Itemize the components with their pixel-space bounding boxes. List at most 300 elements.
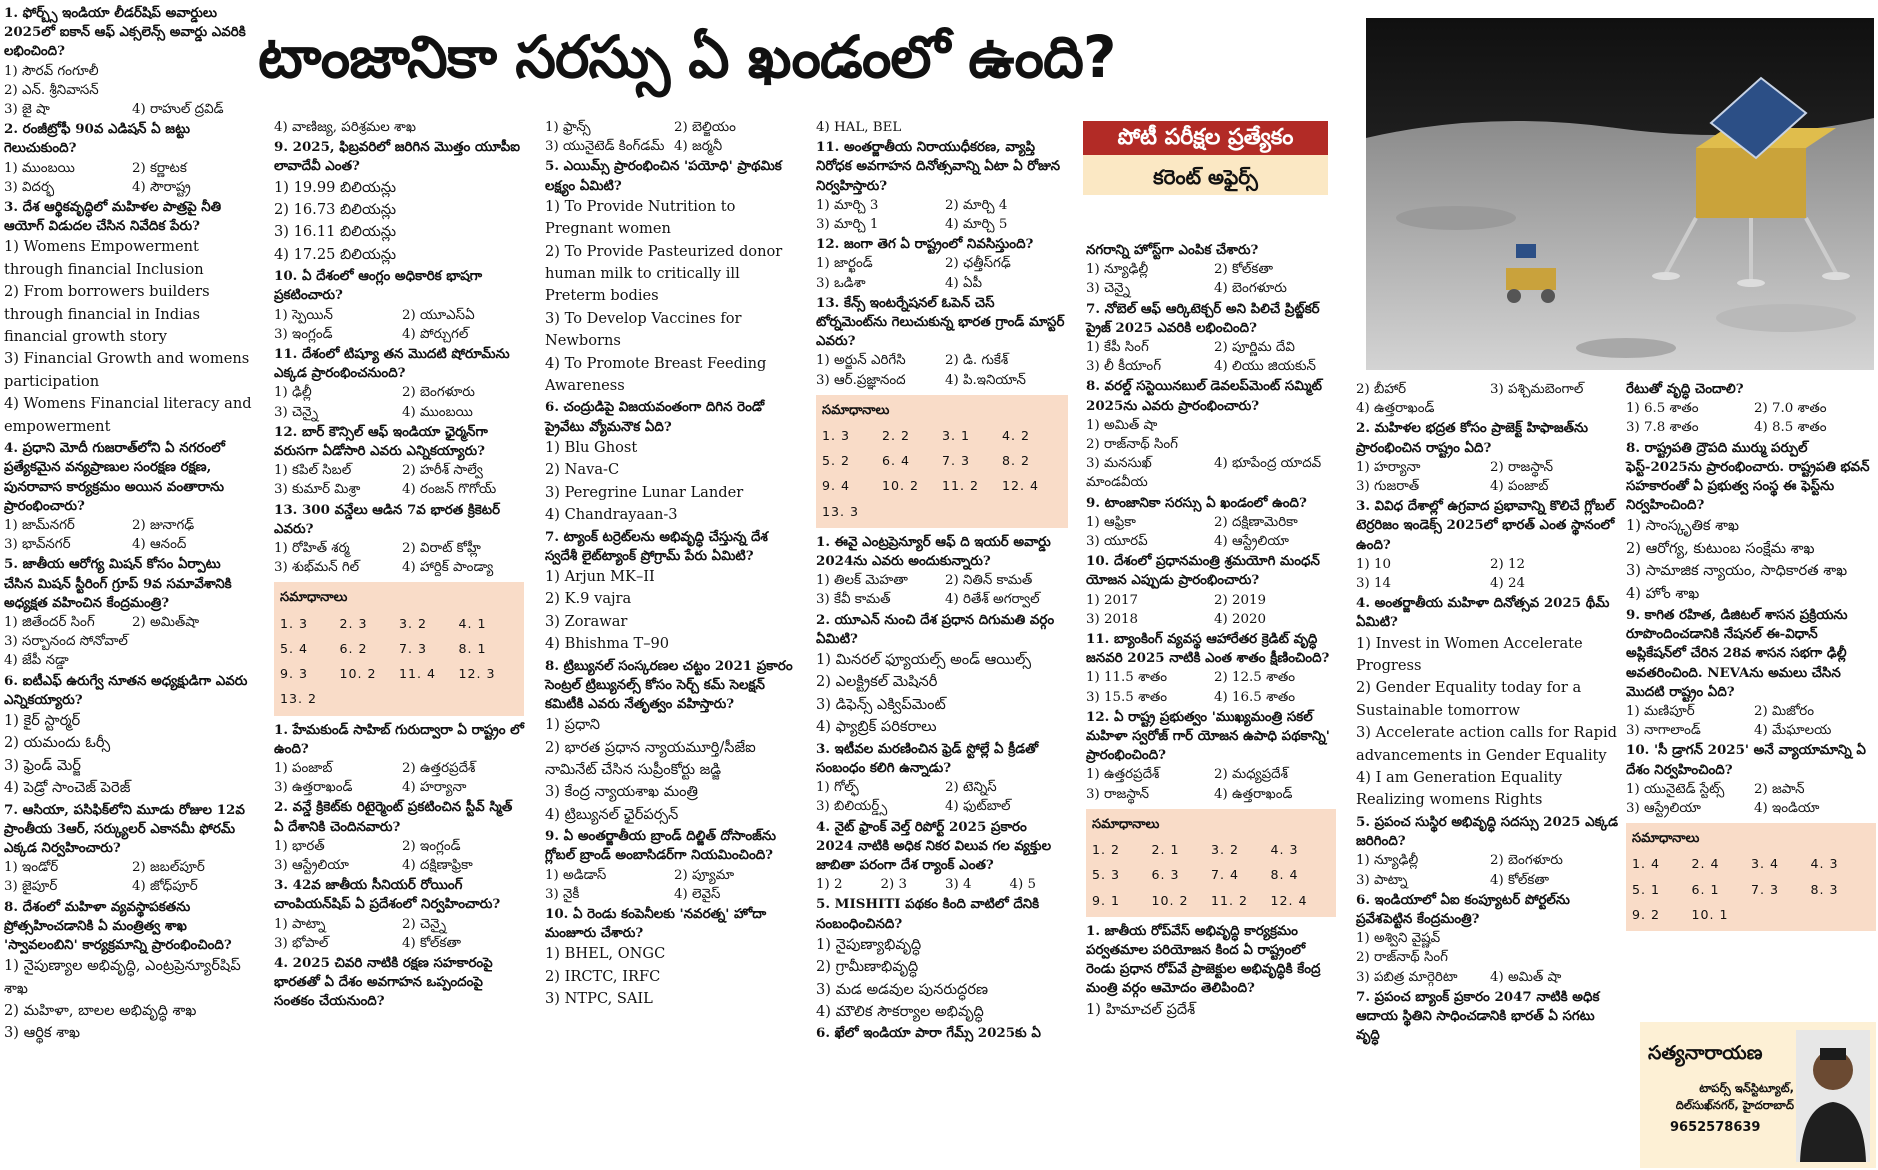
- question-item: [545, 827, 797, 904]
- option-item: 2) చెన్నై: [402, 916, 447, 932]
- question-options: [1356, 929, 1618, 987]
- question-text: 10. ఏ దేశంలో ఆంగ్లం అధికారిక భాషగా ప్రకటించారు?: [274, 268, 483, 304]
- author-phone: 9652578639: [1670, 1120, 1761, 1135]
- option-item: 4) ఉత్తరాఖండ్: [1356, 401, 1435, 417]
- question-item: [545, 528, 797, 656]
- option-item: 2) గ్రామీణాభివృద్ధి: [816, 958, 919, 976]
- option-item: 4) హర్యానా: [402, 780, 467, 796]
- question-item: [1086, 241, 1336, 299]
- author-box: [1640, 1022, 1876, 1168]
- question-text: 12. జంగా తెగ ఏ రాష్ట్రంలో నివసిస్తుంది?: [816, 236, 1034, 253]
- option-item: 3) ఆర్థిక శాఖ: [4, 1024, 81, 1042]
- option-item: 3) ఆస్ట్రేలియా: [274, 857, 349, 873]
- question-text: 1. ఫోర్బ్స్ ఇండియా లీడర్‌షిప్ అవార్డులు 2025లో ఐకాన్ ఆఫ్ ఎక్సలెన్స్ అవార్డు ఎవరికి లభించింది?: [4, 5, 246, 60]
- option-item: 3) జైపూర్: [4, 879, 58, 895]
- option-item: 4) హార్దిక్ పాండ్యా: [402, 560, 494, 576]
- question-item: [1356, 594, 1618, 812]
- option-item: 2) యూఎస్ఏ: [402, 307, 475, 323]
- answer-cell: 9. 1: [1092, 892, 1121, 908]
- option-item: 2) ఎన్. శ్రీనివాసన్: [4, 82, 99, 98]
- question-text: 5. జాతీయ ఆరోగ్య మిషన్ కోసం ఏర్పాటు చేసిన మిషన్ స్టీరింగ్ గ్రూప్ 9వ సమావేశానికి అధ్యక్షత వహించిన కేంద్రమంత్రి?: [4, 556, 232, 611]
- option-item: 3) 2018: [1086, 611, 1139, 627]
- option-item: 2) డి. గుకేశ్: [945, 353, 1009, 369]
- question-options: [4, 858, 254, 896]
- option-item: 3) ఉత్తరాఖండ్: [274, 780, 353, 796]
- answer-cell: 7. 4: [1211, 867, 1240, 883]
- question-item: [274, 954, 524, 1012]
- answers-box: [1086, 809, 1336, 917]
- option-item: 1) Arjun MK–II: [545, 567, 655, 585]
- question-item: [1626, 606, 1876, 740]
- question-item: [1626, 741, 1876, 818]
- option-item: 4) లియు జియకున్: [1214, 359, 1316, 375]
- question-options: [1086, 765, 1336, 803]
- question-item: [1356, 813, 1618, 890]
- answer-cell: 9. 2: [1632, 906, 1661, 922]
- answer-cell: 3. 1: [942, 428, 971, 444]
- question-options: [1356, 380, 1618, 418]
- option-item: 4) Bhishma T–90: [545, 635, 670, 653]
- question-text: 9. ఏ అంతర్జాతీయ బ్రాండ్ దిల్జిత్ దోసాంజ్‌ను గ్లోబల్ బ్రాండ్ అంబాసిడర్‌గా నియమించింది?: [545, 828, 776, 864]
- option-item: 4) ఏపీ: [945, 275, 983, 291]
- question-options: [274, 177, 524, 267]
- option-item: 1) అర్జున్ ఎరిగేసి: [816, 353, 906, 369]
- option-item: 2) కర్ణాటక: [132, 160, 187, 176]
- question-item: [545, 157, 797, 397]
- option-item: 2) హరీశ్ సాల్వే: [402, 463, 483, 479]
- question-options: [545, 196, 797, 398]
- question-options: [545, 566, 797, 656]
- question-options: [274, 461, 524, 499]
- option-item: 1) 19.99 బిలియన్లు: [274, 178, 397, 196]
- question-item: [274, 501, 524, 578]
- question-item: [1356, 497, 1618, 593]
- question-item: [274, 138, 524, 266]
- lander-illustration: [1366, 18, 1874, 370]
- answer-cell: 5. 4: [280, 640, 309, 656]
- option-item: 3) మడ అడవుల పునరుద్ధరణ: [816, 980, 989, 998]
- question-options: [1086, 513, 1336, 551]
- option-item: 2) మహిళా, బాలల అభివృద్ధి శాఖ: [4, 1002, 197, 1019]
- question-options: [274, 306, 524, 344]
- option-item: 4) పి.ఇనియాన్: [945, 372, 1026, 388]
- option-item: 2) 16.73 బిలియన్లు: [274, 201, 397, 219]
- option-item: 1) కపిల్ సిబల్: [274, 463, 352, 479]
- answers-grid: [1632, 854, 1870, 924]
- question-options: [4, 236, 254, 438]
- answer-cell: 11. 2: [942, 478, 980, 494]
- option-item: 3) చెన్నై: [274, 404, 319, 420]
- question-options: [545, 118, 797, 156]
- answers-grid: [822, 426, 1062, 521]
- option-item: 4) ఫుట్‌బాల్: [945, 799, 1011, 815]
- option-item: 4) కోల్‌కతా: [402, 935, 461, 951]
- option-item: 4) 2020: [1214, 611, 1267, 627]
- option-item: 4) ఫ్యాబ్రిక్ పరికరాలు: [816, 718, 937, 736]
- question-item: [4, 672, 254, 800]
- option-item: 1) 11.5 శాతం: [1086, 670, 1168, 686]
- question-item: [4, 4, 254, 119]
- question-options: [1626, 702, 1876, 740]
- option-item: 2) పూర్ణిమ దేవి: [1214, 340, 1295, 356]
- question-options: [545, 714, 797, 826]
- option-item: 1) 2: [816, 877, 843, 893]
- option-item: 3) సర్బానంద సోనోవాల్: [4, 634, 128, 650]
- banner-title: పోటీ పరీక్షల ప్రత్యేకం: [1083, 121, 1328, 155]
- article-column-6: [1356, 380, 1618, 1046]
- answer-cell: 8. 3: [1810, 881, 1839, 897]
- question-text: 2. మహిళల భద్రత కోసం ప్రాజెక్ట్ హిఫాజత్‌ను ప్రారంభించిన రాష్ట్రం ఏది?: [1356, 420, 1589, 456]
- question-options: [545, 437, 797, 527]
- option-item: 1) ఉత్తరప్రదేశ్: [1086, 767, 1160, 783]
- answer-cell: 7. 3: [399, 640, 428, 656]
- option-item: 3) పబిత్ర మార్గెరిటా: [1356, 969, 1458, 985]
- banner-subtitle: కరెంట్ అఫైర్స్: [1083, 155, 1328, 195]
- option-item: 1) ఇండోర్: [4, 860, 59, 876]
- question-item: [1086, 922, 1336, 1021]
- question-options: [1626, 780, 1876, 818]
- option-item: 3) ఆర్.ప్రజ్ఞానంద: [816, 372, 906, 388]
- option-item: 1) గోల్ఫ్: [816, 780, 859, 796]
- option-item: 1) నైపుణ్యాల అభివృద్ధి, ఎంట్రప్రెన్యూర్‌షిప్ శాఖ: [4, 957, 241, 997]
- option-item: 1) స్పెయిన్: [274, 307, 333, 323]
- answer-cell: 5. 1: [1632, 881, 1661, 897]
- question-options: [816, 875, 1068, 894]
- answer-cell: 6. 4: [882, 453, 911, 469]
- question-text: 13. 300 వన్డేలు ఆడిన 7వ భారత క్రికెటర్ ఎవరు?: [274, 501, 501, 537]
- answer-cell: 10. 2: [882, 478, 920, 494]
- question-options: [816, 571, 1068, 609]
- question-text: 12. ఏ రాష్ట్ర ప్రభుత్వం 'ముఖ్యమంత్రి సకల్ మహిళా స్వరోజ్ గార్ యోజన ఉపాధి పథకాన్ని' ప్రారంభించింది?: [1086, 708, 1330, 764]
- option-item: 3) కేవీ కామత్: [816, 592, 891, 608]
- page-headline: టాంజానికా సరస్సు ఏ ఖండంలో ఉంది?: [258, 23, 1116, 91]
- continued-option: 4) HAL, BEL: [816, 120, 902, 135]
- option-item: 3) సామాజిక న్యాయం, సాధికారత శాఖ: [1626, 562, 1848, 580]
- question-options: [816, 351, 1068, 389]
- option-item: 1) ఫ్రాన్స్: [545, 120, 591, 135]
- answer-cell: 9. 3: [280, 666, 309, 682]
- option-item: 2) To Provide Pasteurized donor human milk to critically ill Preterm bodies: [545, 242, 783, 305]
- answer-cell: 4. 3: [1810, 856, 1839, 872]
- option-item: 3) కేంద్ర న్యాయశాఖ మంత్రి: [545, 783, 698, 801]
- article-column-3: [545, 118, 797, 1012]
- answer-cell: 11. 4: [399, 666, 437, 682]
- option-item: 3) ఇంగ్లండ్: [274, 326, 333, 342]
- answer-cell: 7. 3: [942, 453, 971, 469]
- question-options: [4, 516, 254, 554]
- answers-box: [816, 395, 1068, 528]
- option-item: 2) మార్చి 4: [945, 197, 1008, 213]
- option-item: 1) కైర్ స్టార్మర్: [4, 711, 81, 729]
- question-text: 2. రంజీట్రోఫీ 90వ ఎడిషన్ ఏ జట్టు గెలుచుకుంది?: [4, 121, 191, 157]
- answer-cell: 6. 2: [339, 640, 368, 656]
- question-item: [1086, 552, 1336, 629]
- answers-box: [1626, 823, 1876, 931]
- option-item: 2) K.9 vajra: [545, 590, 632, 608]
- answer-cell: 1. 3: [822, 428, 851, 444]
- option-item: 1) జామ్‌నగర్: [4, 517, 75, 533]
- question-options: [4, 62, 254, 120]
- question-text: 3. ఇటీవల మరణించిన ఫ్రెడ్ స్టోల్లే ఏ క్రీడతో సంబంధం కలిగి ఉన్నాడు?: [816, 740, 1039, 776]
- question-item: [1356, 380, 1618, 418]
- answer-cell: 6. 1: [1691, 881, 1720, 897]
- option-item: 2) 3: [880, 877, 908, 893]
- question-text: 7. నోబెల్ ఆఫ్ ఆర్కిటెక్చర్ అని పిలిచే ప్రిట్జ్‌కర్ ప్రైజ్ 2025 ఎవరికి లభించింది?: [1086, 300, 1320, 336]
- question-text: 8. రాష్ట్రపతి ద్రౌపది ముర్ము పర్పుల్ ఫెస్ట్-2025ను ప్రారంభించారు. రాష్ట్రపతి భవన్ సహకారంతో ఏ ప్రభుత్వ సంస్థ ఈ ఫెస్ట్‌ను నిర్వహించింది?: [1626, 439, 1870, 514]
- option-item: 1) ఆఫ్రికా: [1086, 514, 1136, 530]
- question-text: 3. 42వ జాతీయ సీనియర్ రోయింగ్ చాంపియన్‌షిప్ ఏ ప్రదేశంలో నిర్వహించారు?: [274, 877, 501, 913]
- option-item: 2) దక్షిణామెరికా: [1214, 514, 1298, 530]
- question-item: [1356, 419, 1618, 496]
- option-item: 2) కోల్‌కతా: [1214, 262, 1273, 278]
- option-item: 3) Accelerate action calls for Rapid advancements in Gender Equality: [1356, 724, 1618, 764]
- option-item: 1) రోహిత్ శర్మ: [274, 541, 350, 557]
- option-item: 1) అడిడాస్: [545, 867, 607, 883]
- question-text: 7. ట్యాంక్ టర్రెట్‌లను అభివృద్ధి చేస్తున్న దేశ స్వదేశీ లైట్‌ట్యాంక్ ప్రోగ్రామ్ పేరు ఏమిటి?: [545, 528, 768, 564]
- option-item: 3) భోపాల్: [274, 935, 329, 951]
- option-item: 1) 10: [1356, 556, 1392, 572]
- question-options: [545, 943, 797, 1010]
- question-options: [816, 778, 1068, 816]
- question-item: [816, 611, 1068, 739]
- option-item: 1) ఢిల్లీ: [274, 385, 312, 401]
- question-text: 6. ఐటీఎఫ్ ఉరుగ్వే నూతన అధ్యక్షుడిగా ఎవరు ఎన్నికయ్యారు?: [4, 672, 248, 708]
- option-item: 4) జేపీ నడ్డా: [4, 653, 69, 669]
- option-item: 3) Financial Growth and womens participation: [4, 350, 250, 390]
- option-item: 4) జోధ్‌పూర్: [132, 879, 198, 895]
- option-item: 1) BHEL, ONGC: [545, 945, 666, 963]
- option-item: 1) 6.5 శాతం: [1626, 401, 1699, 417]
- option-item: 4) రాహుల్ ద్రవిడ్: [132, 102, 224, 118]
- question-text: 4. అంతర్జాతీయ మహిళా దినోత్సవ 2025 థీమ్ ఏమిటి?: [1356, 595, 1610, 631]
- option-item: 4) మౌలిక సౌకర్యాల అభివృద్ధి: [816, 1002, 984, 1020]
- option-item: 4) రంజన్ గొగోయ్: [402, 482, 497, 498]
- option-item: 4) దక్షిణాఫ్రికా: [402, 857, 473, 873]
- option-item: 1) అశ్విని వైష్ణవ్: [1356, 931, 1441, 947]
- article-column-1: [4, 4, 254, 1046]
- answer-cell: 2. 2: [882, 428, 911, 444]
- question-text: 6. చంద్రుడిపై విజయవంతంగా దిగిన రెండో ప్రైవేటు వ్యోమనౌక ఏది?: [545, 399, 765, 435]
- option-item: 4) సౌరాష్ట్ర: [132, 179, 191, 195]
- answer-cell: 10. 2: [1151, 892, 1189, 908]
- option-item: 3) మార్చి 1: [816, 217, 879, 233]
- question-options: [816, 934, 1068, 1024]
- option-item: 3) ఆస్ట్రేలియా: [1626, 801, 1701, 817]
- question-options: [4, 955, 254, 1045]
- answer-cell: 3. 2: [399, 615, 428, 631]
- question-options: [274, 915, 524, 953]
- question-text: 3. వివిధ దేశాల్లో ఉగ్రవాద ప్రభావాన్ని కొలిచే గ్లోబల్ టెర్రరిజం ఇండెక్స్ 2025లో భారత్ ఎంత స్థానంలో ఉంది?: [1356, 498, 1615, 553]
- option-item: 4) బెంగళూరు: [1214, 281, 1287, 297]
- answer-cell: 8. 4: [1270, 867, 1299, 883]
- question-text: 8. ట్రిబ్యునల్ సంస్కరణల చట్టం 2021 ప్రకారం సెంట్రల్ ట్రిబ్యునల్స్ కోసం సెర్చ్ కమ్ సెలక్షన్ కమిటీకి ఎవరు నేతృత్వం వహిస్తారు?: [545, 657, 793, 712]
- option-item: 1) నైపుణ్యాభివృద్ధి: [816, 935, 922, 953]
- option-item: 1) హర్యానా: [1356, 459, 1421, 475]
- option-item: 2) ఛత్తీస్‌గఢ్: [945, 256, 1011, 272]
- option-item: 2) మిజోరం: [1754, 704, 1814, 720]
- article-column-7: [1626, 380, 1876, 936]
- question-item: [1356, 988, 1618, 1046]
- question-text: 4. 2025 చివరి నాటికి రక్షణ సహకారంపై భారతతో ఏ దేశం అవగాహన ఒప్పందంపై సంతకం చేయనుంది?: [274, 954, 493, 1010]
- option-item: 4) పోర్చుగల్: [402, 326, 469, 342]
- question-options: [4, 710, 254, 800]
- option-item: 3) పశ్చిమబెంగాల్: [1490, 382, 1584, 397]
- option-item: 3) 15.5 శాతం: [1086, 689, 1168, 705]
- option-item: 2) ఎలక్ట్రికల్ మెషినరీ: [816, 673, 938, 691]
- answer-cell: 10. 2: [339, 666, 377, 682]
- question-text: 5. MISHITI పథకం కింది వాటిలో దేనికి సంబంధించినది?: [816, 896, 1040, 932]
- option-item: 3) బిలియర్డ్స్: [816, 799, 888, 815]
- option-item: 3) విదర్భ: [4, 179, 55, 195]
- question-options: [1356, 458, 1618, 496]
- question-text: 7. ఆసియా, పసిఫిక్‌లోని మూడు రోజుల 12వ ప్రాంతీయ 3ఆర్, సర్క్యులర్ ఎకానమీ ఫోరమ్ ఎక్కడ నిర్వహించారు?: [4, 801, 245, 856]
- question-item: [4, 439, 254, 554]
- question-options: [545, 866, 797, 904]
- question-text: 2. వన్డే క్రికెట్‌కు రిటైర్మెంట్ ప్రకటించిన స్టీవ్ స్మిత్ ఏ దేశానికి చెందినవారు?: [274, 799, 513, 835]
- option-item: 3) గుజరాత్: [1356, 479, 1420, 495]
- answer-cell: 3. 4: [1751, 856, 1780, 872]
- option-item: 1) భారత్: [274, 838, 325, 854]
- question-options: [1086, 416, 1336, 493]
- option-item: 3) యునైటెడ్ కింగ్‌డమ్: [545, 139, 665, 155]
- question-text: 3. దేశ ఆర్థికవృద్ధిలో మహిళల పాత్రపై నీతి ఆయోగ్ విడుదల చేసిన నివేదిక పేరు?: [4, 199, 222, 235]
- option-item: 2) నితిన్ కామత్: [945, 573, 1033, 589]
- option-item: 3) నైకీ: [545, 886, 580, 902]
- answer-cell: 8. 1: [458, 640, 487, 656]
- question-item: [274, 876, 524, 953]
- question-text: 5. ఎయిమ్స్ ప్రారంభించిన 'పయోధి' ప్రాథమిక లక్ష్యం ఏమిటి?: [545, 158, 782, 194]
- option-item: 1) జార్ఖండ్: [816, 256, 873, 272]
- question-text: 8. దేశంలో మహిళా వ్యవస్థాపకతను ప్రోత్సహించడానికి ఏ మంత్రిత్వ శాఖ 'స్వావలంబిని' కార్యక్రమాన్ని ప్రారంభించింది?: [4, 898, 232, 953]
- option-item: 4) ముంబయి: [402, 404, 473, 420]
- option-item: 3) రాజస్థాన్: [1086, 786, 1150, 802]
- question-item: [4, 898, 254, 1045]
- option-item: 4) పంజాబ్: [1490, 479, 1549, 495]
- answer-cell: 9. 4: [822, 478, 851, 494]
- answer-cell: 4. 2: [1002, 428, 1031, 444]
- option-item: 3) Zorawar: [545, 612, 628, 630]
- question-options: [816, 254, 1068, 292]
- question-options: [4, 159, 254, 197]
- question-item: [816, 294, 1068, 390]
- question-item: [545, 905, 797, 1011]
- option-item: 2) రాజ్‌నాథ్ సింగ్: [1086, 437, 1178, 453]
- option-item: 1) అమిత్ షా: [1086, 417, 1158, 433]
- answer-cell: 2. 3: [339, 615, 368, 631]
- option-item: 4) ఆనంద్: [132, 537, 187, 553]
- question-item: [274, 423, 524, 500]
- question-item: [816, 818, 1068, 895]
- question-options: [274, 539, 524, 577]
- question-text: 9. టాంజానికా సరస్సు ఏ ఖండంలో ఉంది?: [1086, 494, 1307, 511]
- option-item: 4) ట్రిబ్యునల్ ఛైర్‌పర్సన్: [545, 805, 679, 823]
- question-options: [1356, 633, 1618, 812]
- option-item: 1) తిలక్ మెహతా: [816, 573, 908, 589]
- option-item: 3) 7.8 శాతం: [1626, 420, 1699, 436]
- question-text: 11. దేశంలో టిష్యూ తన మొదటి షోరూమ్‌ను ఎక్కడ ప్రారంభించనుంది?: [274, 346, 510, 382]
- question-options: [1086, 668, 1336, 706]
- option-item: 3) 16.11 బిలియన్లు: [274, 223, 397, 241]
- question-text: 11. బ్యాంకింగ్ వ్యవస్థ ఆహారేతర క్రెడిట్ వృద్ధి జనవరి 2025 నాటికి ఎంత శాతం క్షీణించింది?: [1086, 631, 1330, 667]
- answers-heading: సమాధానాలు: [1092, 816, 1160, 832]
- option-item: 2) అమిత్‌షా: [132, 614, 200, 630]
- option-item: 3) లీ కీయాంగ్: [1086, 359, 1162, 375]
- answer-cell: 1. 2: [1092, 842, 1121, 858]
- option-item: 1) న్యూఢిల్లీ: [1356, 853, 1419, 869]
- option-item: 4) మార్చి 5: [945, 217, 1008, 233]
- question-item: [545, 118, 797, 156]
- option-item: 3) ఫ్రెండ్ మెర్జ్: [4, 756, 81, 774]
- question-text: 6. ఖేలో ఇండియా పారా గేమ్స్ 2025కు ఏ: [816, 1025, 1041, 1042]
- option-item: 2) Gender Equality today for a Sustainable tomorrow: [1356, 679, 1582, 719]
- question-options: [1086, 260, 1336, 298]
- option-item: 2) బెంగళూరు: [402, 385, 475, 401]
- question-options: [1086, 338, 1336, 376]
- option-item: 2) 12.5 శాతం: [1214, 670, 1296, 686]
- option-item: 4) 5: [1009, 877, 1037, 893]
- question-text: నగరాన్ని హోస్ట్‌గా ఎంపిక చేశారు?: [1086, 242, 1259, 258]
- question-item: [1086, 630, 1336, 707]
- option-item: 1) యునైటెడ్ స్టేట్స్: [1626, 781, 1725, 797]
- question-text: 4. ప్రధాని మోదీ గుజరాత్‌లోని ఏ నగరంలో ప్రత్యేకమైన వన్యప్రాణుల సంరక్షణ రక్షణ, పునరావాస కార్యక్రమం అయిన వంతారాను ప్రారంభించారు?: [4, 440, 225, 514]
- option-item: 4) 24: [1490, 576, 1526, 592]
- answers-heading: సమాధానాలు: [280, 590, 348, 606]
- option-item: 2) IRCTC, IRFC: [545, 967, 661, 985]
- option-item: 1) పాట్నా: [274, 916, 326, 932]
- option-item: 3) పాట్నా: [1356, 872, 1408, 888]
- option-item: 4) 16.5 శాతం: [1214, 689, 1296, 705]
- option-item: 3) ఒడిశా: [816, 275, 866, 291]
- option-item: 4) భూపేంద్ర యాదవ్: [1214, 456, 1322, 472]
- question-text: రేటుతో వృద్ధి చెందాలి?: [1626, 381, 1744, 397]
- option-item: 1) మినరల్ ఫ్యూయల్స్ అండ్ ఆయిల్స్: [816, 651, 1032, 669]
- option-item: 2) టెన్నిస్: [945, 780, 997, 796]
- option-item: 2) యమందు ఓర్సీ: [4, 734, 111, 752]
- option-item: 1) పంజాబ్: [274, 760, 333, 776]
- question-options: [4, 613, 254, 671]
- answer-cell: 12. 4: [1002, 478, 1040, 494]
- option-item: 4) రితేశ్ అగర్వాల్: [945, 592, 1040, 608]
- option-item: 4) To Promote Breast Feeding Awareness: [545, 354, 767, 395]
- answer-cell: 4. 1: [458, 615, 487, 631]
- option-item: 1) సౌరవ్ గంగూలీ: [4, 63, 99, 79]
- answers-grid: [280, 614, 518, 709]
- option-item: 4) పెడ్రో సాంచెజ్ పెరెజ్: [4, 779, 131, 797]
- question-text: 5. ప్రపంచ సుస్థిర అభివృద్ధి సదస్సు 2025 ఎక్కడ జరిగింది?: [1356, 813, 1618, 850]
- question-item: [1086, 300, 1336, 377]
- question-text: 4. నైట్ ఫ్రాంక్ వెల్త్ రిపోర్ట్ 2025 ప్రకారం 2024 నాటికి అధిక నికర విలువ గల వ్యక్తుల జాబితా పరంగా దేశ ర్యాంక్ ఎంత?: [816, 818, 1052, 873]
- option-item: 1) హిమాచల్ ప్రదేశ్: [1086, 1000, 1196, 1018]
- answers-heading: సమాధానాలు: [822, 402, 890, 418]
- option-item: 2) జపాన్: [1754, 781, 1805, 797]
- question-item: [4, 120, 254, 197]
- answer-cell: 2. 1: [1151, 842, 1180, 858]
- answer-cell: 4. 3: [1270, 842, 1299, 858]
- question-item: [816, 895, 1068, 1023]
- option-item: 1) కేపీ సింగ్: [1086, 340, 1149, 356]
- question-text: 2. యూఎన్ నుంచి దేశ ప్రధాన దిగుమతి వర్గం ఏమిటి?: [816, 611, 1055, 647]
- question-text: 1. హేమకుండ్ సాహిబ్ గురుద్వారా ఏ రాష్ట్రం లో ఉంది?: [274, 721, 524, 757]
- option-item: 4) లెవైస్: [674, 886, 721, 902]
- answer-cell: 5. 2: [822, 453, 851, 469]
- option-item: 2) బెంగళూరు: [1490, 853, 1563, 869]
- question-options: [274, 759, 524, 797]
- answer-cell: 8. 2: [1002, 453, 1031, 469]
- question-text: 10. దేశంలో ప్రధానమంత్రి శ్రమయోగి మంధన్ యోజన ఎప్పుడు ప్రారంభించారు?: [1086, 553, 1320, 589]
- option-item: 2) 12: [1490, 556, 1526, 572]
- author-name: సత్యనారాయణ: [1648, 1042, 1763, 1064]
- question-item: [816, 1024, 1068, 1043]
